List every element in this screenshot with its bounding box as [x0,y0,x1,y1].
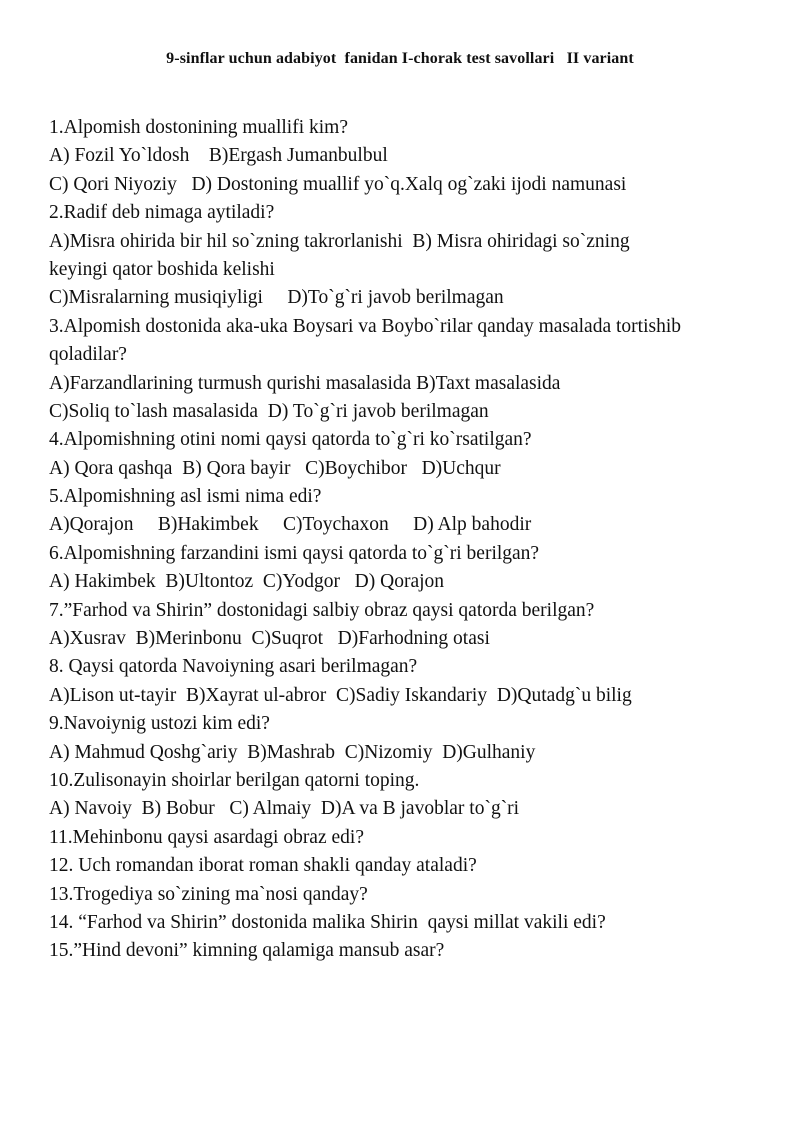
answers-7: A)Xusrav B)Merinbonu C)Suqrot D)Farhodning otasi [49,628,490,650]
answers-8: A)Lison ut-tayir B)Xayrat ul-abror C)Sadiy Iskandariy D)Qutadg`u bilig [49,684,632,706]
question-11: 11.Mehinbonu qaysi asardagi obraz edi? [49,826,364,848]
answers-2-line-2: keyingi qator boshida kelishi [49,258,275,280]
question-9: 9.Navoiynig ustozi kim edi? [49,713,270,735]
answers-9: A) Mahmud Qoshg`ariy B)Mashrab C)Nizomiy D)Gulhaniy [49,741,536,763]
question-8: 8. Qaysi qatorda Navoiyning asari berilmagan? [49,656,418,678]
question-3-line-1: 3.Alpomish dostonida aka-uka Boysari va Boybo`rilar qanday masalada tortishib [49,315,681,337]
question-3-line-2: qoladilar? [49,344,127,366]
answers-4: A) Qora qashqa B) Qora bayir C)Boychibor D)Uchqur [49,457,501,479]
question-2: 2.Radif deb nimaga aytiladi? [49,202,275,224]
answers-10: A) Navoiy B) Bobur C) Almaiy D)A va B javoblar to`g`ri [49,798,520,820]
question-12: 12. Uch romandan iborat roman shakli qanday ataladi? [49,855,477,877]
question-6: 6.Alpomishning farzandini ismi qaysi qatorda to`g`ri berilgan? [49,542,540,564]
document-title: 9-sinflar uchun adabiyot fanidan I-chorak test savollari II variant [166,50,634,67]
question-5: 5.Alpomishning asl ismi nima edi? [49,486,322,508]
answers-2-line-3: C)Misralarning musiqiyligi D)To`g`ri javob berilmagan [49,287,504,309]
question-15: 15.”Hind devoni” kimning qalamiga mansub asar? [49,940,445,962]
question-1: 1.Alpomish dostonining muallifi kim? [49,117,348,138]
answers-3-line-2: C)Soliq to`lash masalasida D) To`g`ri javob berilmagan [49,400,489,422]
answers-1-line-2: C) Qori Niyoziy D) Dostoning muallif yo`q.Xalq og`zaki ijodi namunasi [49,173,627,195]
answers-6: A) Hakimbek B)Ultontoz C)Yodgor D) Qorajon [49,571,445,593]
question-4: 4.Alpomishning otini nomi qaysi qatorda to`g`ri ko`rsatilgan? [49,429,532,451]
answers-5: A)Qorajon B)Hakimbek C)Toychaxon D) Alp bahodir [49,514,532,536]
question-14: 14. “Farhod va Shirin” dostonida malika Shirin qaysi millat vakili edi? [49,911,606,933]
answers-3-line-1: A)Farzandlarining turmush qurishi masalasida B)Taxt masalasida [49,372,561,394]
document-body [49,114,769,966]
question-13: 13.Trogediya so`zining ma`nosi qanday? [49,883,368,905]
answers-1-line-1: A) Fozil Yo`ldosh B)Ergash Jumanbulbul [49,145,388,167]
answers-2-line-1: A)Misra ohirida bir hil so`zning takrorlanishi B) Misra ohiridagi so`zning [49,230,630,252]
question-10: 10.Zulisonayin shoirlar berilgan qatorni toping. [49,769,420,791]
question-7: 7.”Farhod va Shirin” dostonidagi salbiy obraz qaysi qatorda berilgan? [49,599,595,621]
